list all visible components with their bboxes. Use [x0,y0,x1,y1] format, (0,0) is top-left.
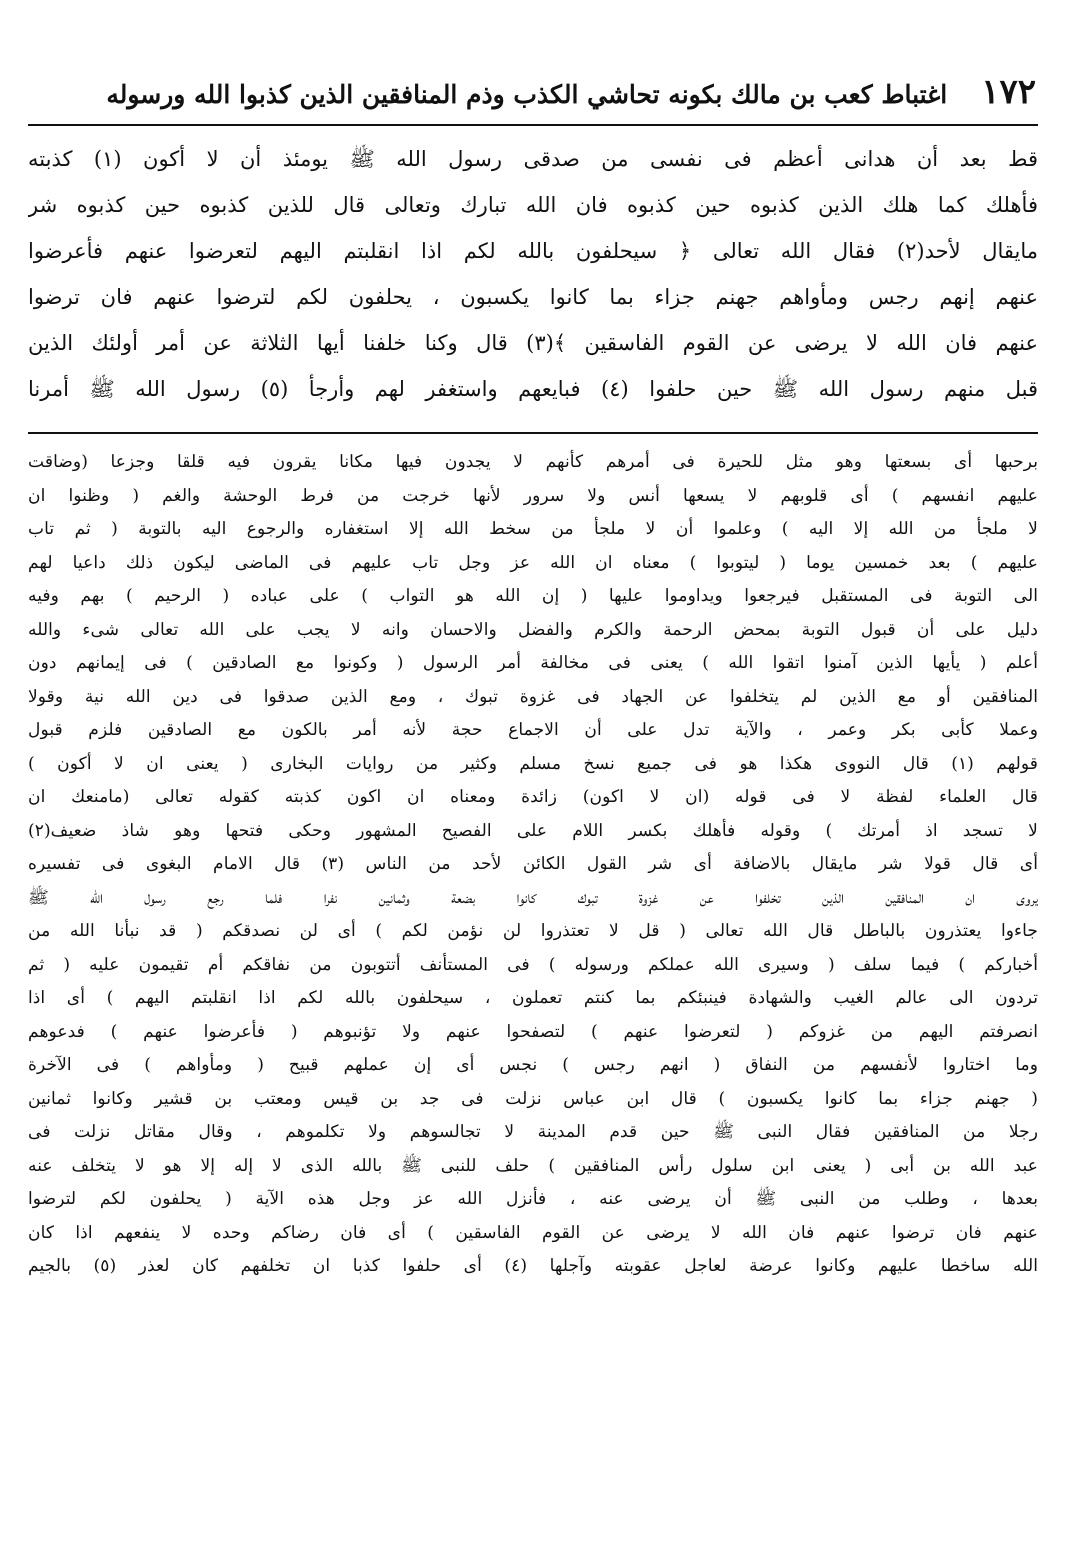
note-line: الله ساخطا عليهم وكانوا عرضة لعاجل عقوبته وآجلها (٤) أى حلفوا كذبا ان تخلفهم كان لعذر (٥) بالجيم [28,1256,1038,1276]
note-line: بعدها ، وطلب من النبى ﷺ أن يرضى عنه ، فأنزل الله عز وجل هذه الآية ( يحلفون لكم لترضوا [28,1189,1038,1209]
main-text-line: عنهم فان الله لا يرضى عن القوم الفاسقين ﴾(٣) قال وكنا خلفنا أيها الثلاثة عن أمر أولئك الذين [28,331,1038,355]
notes-divider [28,432,1038,434]
note-line: ( جهنم جزاء بما كانوا يكسبون ) قال ابن عباس نزلت فى جد بن قيس ومعتب بن قشير وكانوا ثمانين [28,1088,1038,1109]
note-line: الى التوبة فى المستقبل فيرجعوا ويداوموا عليها ( إن الله هو التواب ) على عباده ( الرحيم ) بهم وفيه [28,586,1038,606]
main-text-line: مايقال لأحد(٢) فقال الله تعالى ﴿ سيحلفون بالله لكم اذا انقلبتم اليهم لتعرضوا عنهم فأعرضوا [28,239,1038,263]
main-text-line: قط بعد أن هدانى أعظم فى نفسى من صدقى رسول الله ﷺ يومئذ أن لا أكون (١) كذبته [28,147,1038,171]
note-line: رجلا من المنافقين فقال النبى ﷺ حين قدم المدينة لا تجالسوهم ولا تكلموهم ، وقال مقاتل نزلت فى [28,1122,1038,1142]
note-line: عليهم ) بعد خمسين يوما ( ليتوبوا ) معناه ان الله عز وجل تاب عليهم فى الماضى ليكون ذلك داعيا لهم [28,552,1038,573]
book-page [28,72,1038,1532]
note-line: وعملا كأبى بكر وعمر ، والآية تدل على أن الاجماع حجة لأنه أمر بالكون مع الصادقين فلزم قبول [28,720,1038,740]
note-line: قولهم (١) قال النووى هكذا هو فى جميع نسخ مسلم وكثير من روايات البخارى ( يعنى ان لا أكون ) [28,753,1038,774]
note-line: لا ملجأ من الله إلا اليه ) وعلموا أن لا ملجأ من سخط الله إلا استغفاره والرجوع اليه بالتوبة ( ثم تاب [28,519,1038,539]
page-number: ١٧٢ [981,72,1036,112]
note-line: جاءوا يعتذرون بالباطل قال الله تعالى ( قل لا تعتذروا لن نؤمن لكم ) أى لن نصدقكم ( قد نبأنا الله من [28,921,1038,941]
main-text-line: فأهلك كما هلك الذين كذبوه حين كذبوه فان الله تبارك وتعالى قال للذين كذبوه حين كذبوه شر [28,193,1038,217]
note-line: عبد الله بن أبى ( يعنى ابن سلول رأس المنافقين ) حلف للنبى ﷺ بالله الذى لا إله إلا هو لا يتخلف عنه [28,1155,1038,1176]
running-title: اغتباط كعب بن مالك بكونه تحاشي الكذب وذم المنافقين الذين كذبوا الله ورسوله [106,80,948,109]
note-line: عليهم انفسهم ) أى قلوبهم لا يسعها أنس ولا سرور لأنها خرجت من فرط الوحشة والغم ( وظنوا ان [28,485,1038,506]
note-line: عنهم فان ترضوا عنهم فان الله لا يرضى عن القوم الفاسقين ) أى فان رضاكم وحده لا ينفعهم اذا كان [28,1222,1038,1243]
commentary-footnotes [28,446,1038,1284]
note-line: قال العلماء لفظة لا فى قوله (ان لا اكون) زائدة ومعناه ان اكون كذبته كقوله تعالى (مامنعك ان [28,787,1038,807]
page-header [28,72,1038,116]
note-line: برحبها أى بسعتها وهو مثل للحيرة فى أمرهم كأنهم لا يجدون فيها مكانا يقرون فيه قلقا وجزعا (وضاقت [28,452,1038,472]
note-line: أى قال قولا شر مايقال بالاضافة أى شر القول الكائن لأحد من الناس (٣) قال الامام البغوى فى تفسيره [28,854,1038,874]
note-line: المنافقين أو مع الذين لم يتخلفوا عن الجهاد فى غزوة تبوك ، ومع الذين صدقوا فى دين الله نية وقولا [28,686,1038,707]
note-line: تردون الى عالم الغيب والشهادة فينبئكم بما كنتم تعملون ، سيحلفون بالله لكم اذا انقلبتم اليهم ) أى اذا [28,988,1038,1008]
main-text-line: عنهم إنهم رجس ومأواهم جهنم جزاء بما كانوا يكسبون ، يحلفون لكم لترضوا عنهم فان ترضوا [28,285,1038,309]
note-line: دليل على أن قبول التوبة بمحض الرحمة والكرم والفضل والاحسان وانه لا يجب على الله تعالى شىء والله [28,619,1038,640]
note-line: وما اختاروا لأنفسهم من النفاق ( انهم رجس ) نجس أى إن عملهم قبيح ( ومأواهم ) فى الآخرة [28,1055,1038,1075]
header-divider [28,124,1038,126]
note-line: لا تسجد اذ أمرتك ) وقوله فأهلك بكسر اللام على الفصيح المشهور وحكى فتحها وهو شاذ ضعيف(٢) [28,820,1038,841]
main-text-line: قبل منهم رسول الله ﷺ حين حلفوا (٤) فبايعهم واستغفر لهم وأرجأ (٥) رسول الله ﷺ أمرنا [28,377,1038,401]
note-line: أخباركم ) فيما سلف ( وسيرى الله عملكم ورسوله ) فى المستأنف أتتوبون من نفاقكم أم تقيمون عليه ( ثم [28,954,1038,975]
note-line: أعلم ( يأيها الذين آمنوا اتقوا الله ) يعنى فى مخالفة أمر الرسول ( وكونوا مع الصادقين ) فى إيمانهم دون [28,653,1038,673]
main-hadith-text [28,136,1038,412]
note-line: انصرفتم اليهم من غزوكم ( لتعرضوا عنهم ) لتصفحوا عنهم ولا تؤنبوهم ( فأعرضوا عنهم ) فدعوهم [28,1021,1038,1042]
note-line: يروى ان المنافقين الذين تخلفوا عن غزوة تبوك كانوا بضعة وثمانين نفرا فلما رجع رسول الله ﷺ [28,887,1038,908]
